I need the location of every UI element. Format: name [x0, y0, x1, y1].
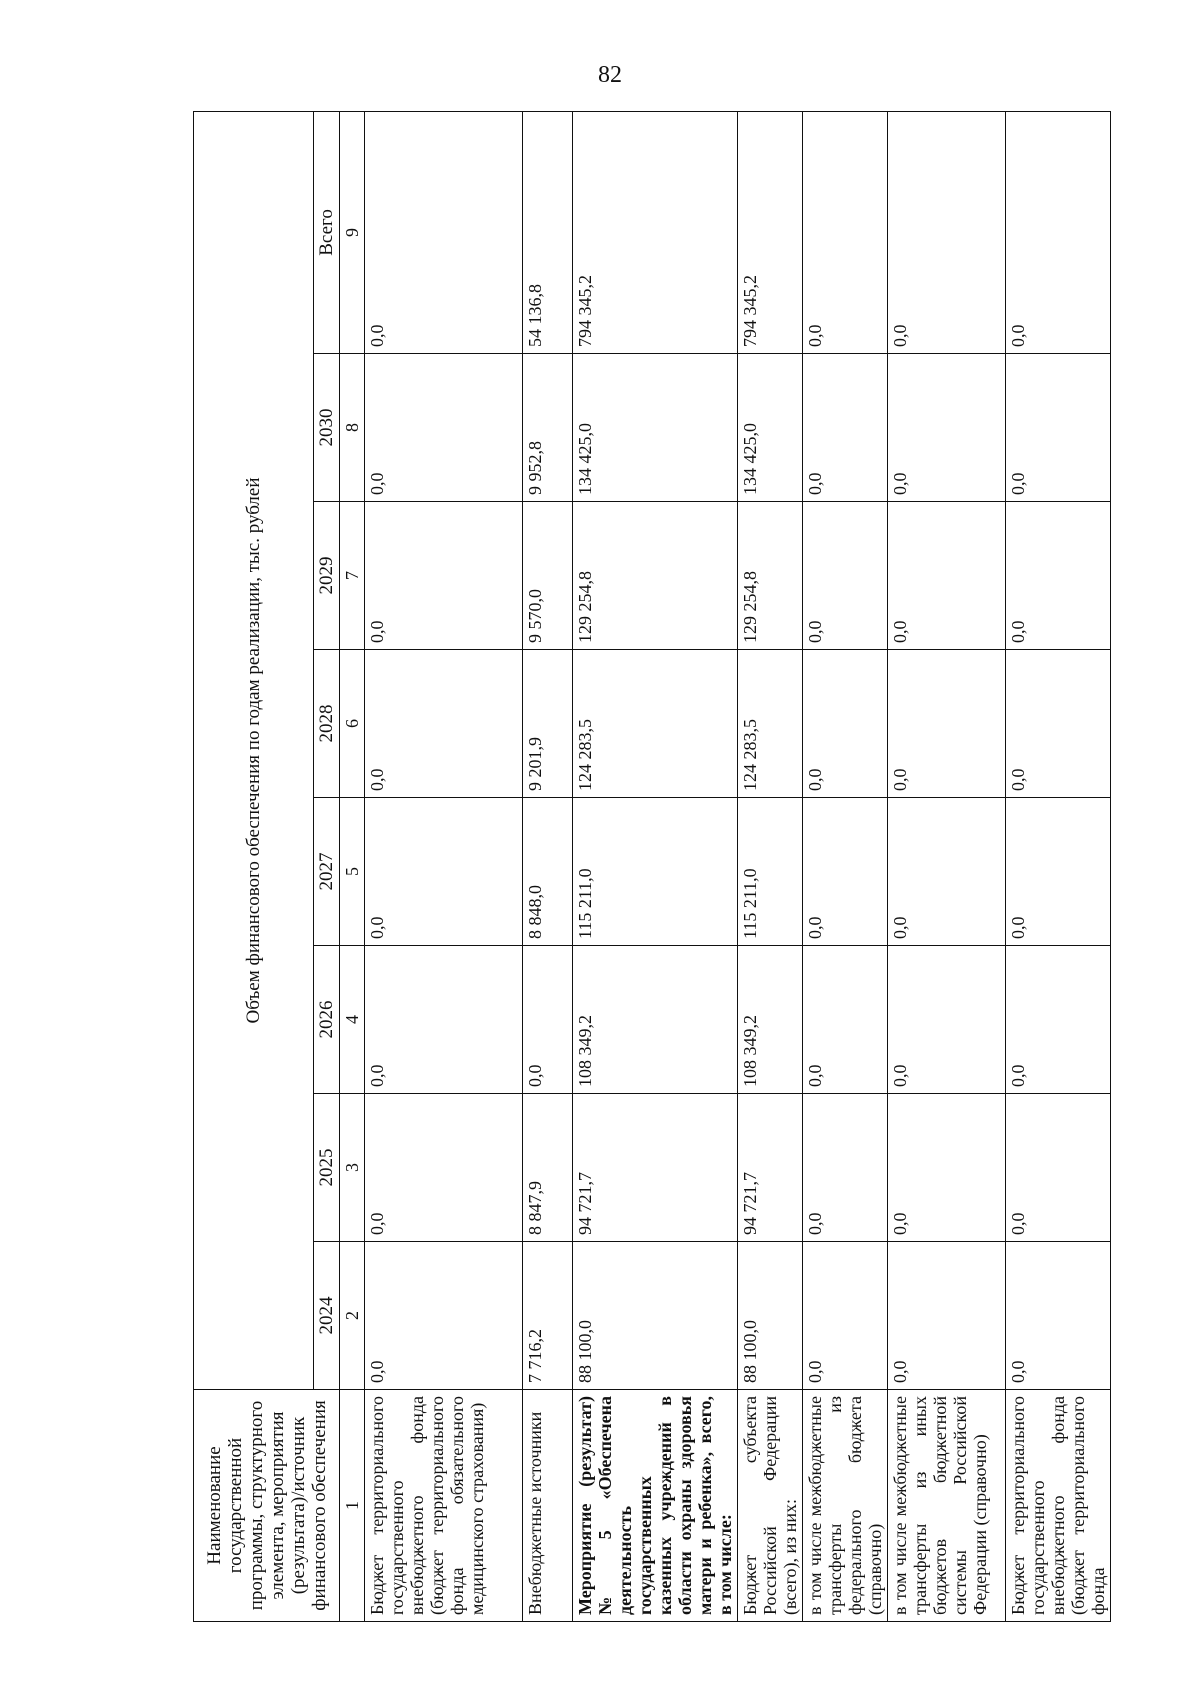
financing-table — [193, 111, 1111, 1622]
table-row — [365, 111, 523, 1621]
cell-value: 0,0 — [365, 946, 523, 1094]
cell-value: 0,0 — [888, 111, 1006, 353]
cell-value: 129 254,8 — [573, 502, 738, 650]
cell-value: 9 952,8 — [523, 354, 573, 502]
column-number: 5 — [340, 798, 365, 946]
cell-value: 88 100,0 — [573, 1242, 738, 1390]
column-number: 3 — [340, 1094, 365, 1242]
cell-value: 0,0 — [1006, 1242, 1111, 1390]
cell-value: 0,0 — [365, 1242, 523, 1390]
cell-value: 9 570,0 — [523, 502, 573, 650]
cell-value: 0,0 — [1006, 650, 1111, 798]
cell-value: 0,0 — [803, 502, 888, 650]
cell-value: 0,0 — [888, 502, 1006, 650]
cell-value: 0,0 — [523, 946, 573, 1094]
year-header-2026: 2026 — [314, 946, 340, 1094]
cell-value: 8 848,0 — [523, 798, 573, 946]
cell-value: 7 716,2 — [523, 1242, 573, 1390]
cell-value: 9 201,9 — [523, 650, 573, 798]
table-row — [573, 111, 738, 1621]
year-header-2028: 2028 — [314, 650, 340, 798]
cell-value: 124 283,5 — [573, 650, 738, 798]
cell-value: 0,0 — [365, 354, 523, 502]
cell-value: 134 425,0 — [738, 354, 803, 502]
table-row — [523, 111, 573, 1621]
cell-value: 0,0 — [888, 354, 1006, 502]
year-header-total: Всего — [314, 111, 340, 353]
cell-value: 108 349,2 — [738, 946, 803, 1094]
cell-value: 124 283,5 — [738, 650, 803, 798]
column-number: 2 — [340, 1242, 365, 1390]
cell-value: 0,0 — [888, 650, 1006, 798]
year-header-2029: 2029 — [314, 502, 340, 650]
row-name: Внебюджетные источники — [523, 1390, 573, 1622]
cell-value: 0,0 — [803, 946, 888, 1094]
cell-value: 0,0 — [365, 650, 523, 798]
cell-value: 0,0 — [1006, 354, 1111, 502]
cell-value: 0,0 — [365, 111, 523, 353]
cell-value: 108 349,2 — [573, 946, 738, 1094]
cell-value: 0,0 — [803, 354, 888, 502]
cell-value: 134 425,0 — [573, 354, 738, 502]
table-row — [803, 111, 888, 1621]
cell-value: 115 211,0 — [738, 798, 803, 946]
cell-value: 0,0 — [1006, 1094, 1111, 1242]
cell-value: 0,0 — [365, 502, 523, 650]
cell-value: 794 345,2 — [738, 111, 803, 353]
table-row — [1006, 111, 1111, 1621]
cell-value: 94 721,7 — [738, 1094, 803, 1242]
cell-value: 0,0 — [365, 798, 523, 946]
page-number: 82 — [598, 62, 622, 88]
row-name: Бюджет территориального государственного внебюджетного фонда (бюджет территориального фонда — [1006, 1390, 1111, 1622]
column-number: 7 — [340, 502, 365, 650]
col-header-financing-volume: Объем финансового обеспечения по годам реализации, тыс. рублей — [194, 111, 314, 1389]
column-number: 9 — [340, 111, 365, 353]
cell-value: 0,0 — [1006, 798, 1111, 946]
year-header-2030: 2030 — [314, 354, 340, 502]
row-name: в том числе межбюджетные трансферты из федерального бюджета (справочно) — [803, 1390, 888, 1622]
cell-value: 0,0 — [803, 650, 888, 798]
cell-value: 0,0 — [1006, 111, 1111, 353]
year-header-2027: 2027 — [314, 798, 340, 946]
cell-value: 115 211,0 — [573, 798, 738, 946]
row-name: Бюджет субъекта Российской Федерации (всего), из них: — [738, 1390, 803, 1622]
cell-value: 94 721,7 — [573, 1094, 738, 1242]
rotated-table-container — [193, 112, 1108, 1622]
cell-value: 0,0 — [1006, 502, 1111, 650]
col-header-name: Наименование государственной программы, структурного элемента, мероприятия (результата)/источник финансового обеспечения — [194, 1390, 340, 1622]
cell-value: 0,0 — [888, 798, 1006, 946]
column-number: 1 — [340, 1390, 365, 1622]
cell-value: 129 254,8 — [738, 502, 803, 650]
column-number: 8 — [340, 354, 365, 502]
row-name: в том числе межбюджетные трансферты из иных бюджетов бюджетной системы Российской Федерации (справочно) — [888, 1390, 1006, 1622]
cell-value: 0,0 — [803, 1094, 888, 1242]
column-number: 4 — [340, 946, 365, 1094]
cell-value: 794 345,2 — [573, 111, 738, 353]
row-name: Бюджет территориального государственного внебюджетного фонда (бюджет территориального фонда обязательного медицинского страхования) — [365, 1390, 523, 1622]
cell-value: 0,0 — [1006, 946, 1111, 1094]
table-row — [738, 111, 803, 1621]
cell-value: 0,0 — [803, 111, 888, 353]
year-header-2024: 2024 — [314, 1242, 340, 1390]
cell-value: 0,0 — [365, 1094, 523, 1242]
row-name: Мероприятие (результат) № 5 «Обеспечена деятельность государственных казенных учреждений в области охраны здоровья матери и ребенка», всего, в том числе: — [573, 1390, 738, 1622]
cell-value: 0,0 — [888, 1094, 1006, 1242]
year-header-2025: 2025 — [314, 1094, 340, 1242]
cell-value: 0,0 — [803, 798, 888, 946]
cell-value: 0,0 — [888, 1242, 1006, 1390]
cell-value: 54 136,8 — [523, 111, 573, 353]
cell-value: 88 100,0 — [738, 1242, 803, 1390]
cell-value: 8 847,9 — [523, 1094, 573, 1242]
cell-value: 0,0 — [888, 946, 1006, 1094]
table-row — [888, 111, 1006, 1621]
cell-value: 0,0 — [803, 1242, 888, 1390]
column-number: 6 — [340, 650, 365, 798]
